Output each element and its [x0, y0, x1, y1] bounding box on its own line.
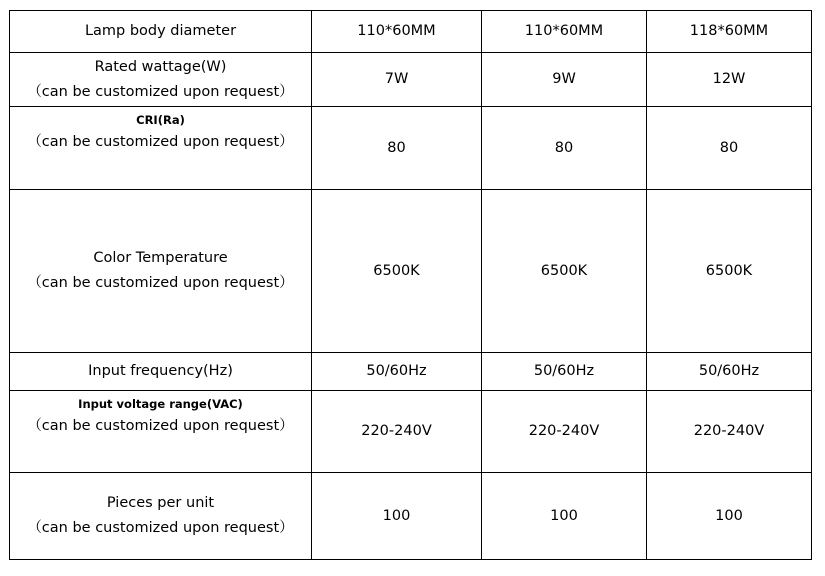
- value-cell: 50/60Hz: [647, 353, 812, 391]
- value-cell: 6500K: [312, 190, 482, 353]
- spec-table: [9, 10, 812, 560]
- label-note: （can be customized upon request）: [27, 275, 294, 291]
- label-note: （can be customized upon request）: [27, 83, 294, 100]
- label-text: Input frequency(Hz): [88, 363, 233, 379]
- value-cell: 80: [647, 107, 812, 190]
- row-label: [10, 11, 312, 53]
- value-cell: 110*60MM: [312, 11, 482, 53]
- value-cell: 220-240V: [482, 391, 647, 473]
- row-label: [10, 107, 312, 190]
- value-cell: 12W: [647, 53, 812, 107]
- row-label: [10, 391, 312, 473]
- row-label: [10, 190, 312, 353]
- row-label: [10, 353, 312, 391]
- value-cell: 80: [312, 107, 482, 190]
- label-note: （can be customized upon request）: [27, 520, 294, 536]
- table-row-input-voltage: [10, 391, 812, 473]
- value-cell: 50/60Hz: [482, 353, 647, 391]
- value-cell: 220-240V: [312, 391, 482, 473]
- table-row-lamp-body-diameter: [10, 11, 812, 53]
- label-note: （can be customized upon request）: [27, 134, 294, 150]
- label-text: Rated wattage(W): [94, 58, 227, 75]
- value-cell: 6500K: [647, 190, 812, 353]
- label-text: CRI(Ra): [136, 113, 185, 127]
- value-cell: 220-240V: [647, 391, 812, 473]
- value-cell: 110*60MM: [482, 11, 647, 53]
- row-label: [10, 53, 312, 107]
- table-row-pieces-per-unit: [10, 473, 812, 560]
- row-label: [10, 473, 312, 560]
- value-cell: 50/60Hz: [312, 353, 482, 391]
- value-cell: 100: [482, 473, 647, 560]
- table-row-rated-wattage: [10, 53, 812, 107]
- value-cell: 100: [647, 473, 812, 560]
- table-row-input-frequency: [10, 353, 812, 391]
- value-cell: 7W: [312, 53, 482, 107]
- value-cell: 118*60MM: [647, 11, 812, 53]
- value-cell: 80: [482, 107, 647, 190]
- value-cell: 100: [312, 473, 482, 560]
- label-note: （can be customized upon request）: [27, 418, 294, 434]
- value-cell: 6500K: [482, 190, 647, 353]
- label-text: Lamp body diameter: [84, 23, 237, 39]
- label-text: Input voltage range(VAC): [78, 397, 243, 411]
- value-cell: 9W: [482, 53, 647, 107]
- label-text: Color Temperature: [93, 250, 228, 266]
- table-row-color-temperature: [10, 190, 812, 353]
- label-text: Pieces per unit: [106, 495, 215, 511]
- table-row-cri: [10, 107, 812, 190]
